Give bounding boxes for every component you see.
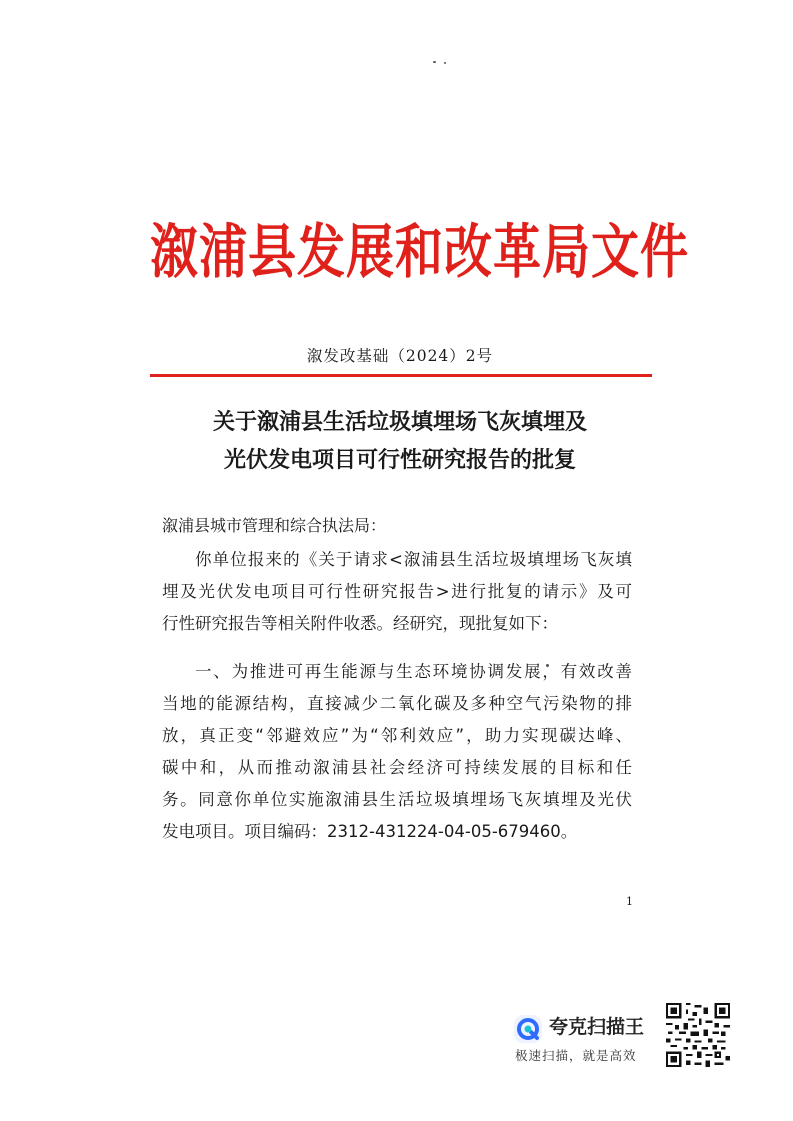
- scan-speck: [433, 61, 436, 63]
- page-number: 1: [626, 895, 633, 908]
- paragraph-line: 放，真正变“邻避效应”为“邻利效应”，助力实现碳达峰、: [162, 726, 632, 745]
- scanner-tagline: 极速扫描，就是高效: [515, 1048, 637, 1063]
- scanner-watermark: [513, 1010, 663, 1070]
- paragraph-line: 务。同意你单位实施溆浦县生活垃圾填埋场飞灰填埋及光伏: [162, 790, 632, 809]
- addressee: 溆浦县城市管理和综合执法局：: [162, 516, 387, 535]
- paragraph-line: 当地的能源结构，直接减少二氧化碳及多种空气污染物的排: [162, 694, 632, 713]
- paragraph-line: 你单位报来的《关于请求<溆浦县生活垃圾填埋场飞灰填: [195, 550, 632, 569]
- document-number: 溆发改基础（2024）2号: [306, 347, 494, 365]
- document-title: [150, 403, 650, 479]
- paragraph-1: [162, 544, 632, 640]
- title-line-2: 光伏发电项目可行性研究报告的批复: [223, 447, 576, 473]
- qr-code-icon: [666, 1003, 730, 1067]
- issuer-title: 溆浦县发展和改革局文件: [150, 218, 690, 287]
- scan-speck: [444, 62, 446, 64]
- paragraph-line: 一、为推进可再生能源与生态环境协调发展，有效改善: [195, 662, 632, 681]
- scanner-app-name: 夸克扫描王: [549, 1016, 645, 1038]
- red-divider-line: [150, 374, 652, 377]
- paragraph-line: 行性研究报告等相关附件收悉。经研究，现批复如下：: [162, 614, 558, 633]
- paragraph-2: [162, 656, 632, 848]
- quark-logo-icon: [513, 1014, 543, 1044]
- paragraph-line: 埋及光伏发电项目可行性研究报告>进行批复的请示》及可: [162, 582, 632, 601]
- title-line-1: 关于溆浦县生活垃圾填埋场飞灰填埋及: [212, 409, 587, 435]
- paragraph-line: 碳中和，从而推动溆浦县社会经济可持续发展的目标和任: [162, 758, 632, 777]
- paragraph-line: 发电项目。项目编码：2312-431224-04-05-679460。: [162, 822, 578, 841]
